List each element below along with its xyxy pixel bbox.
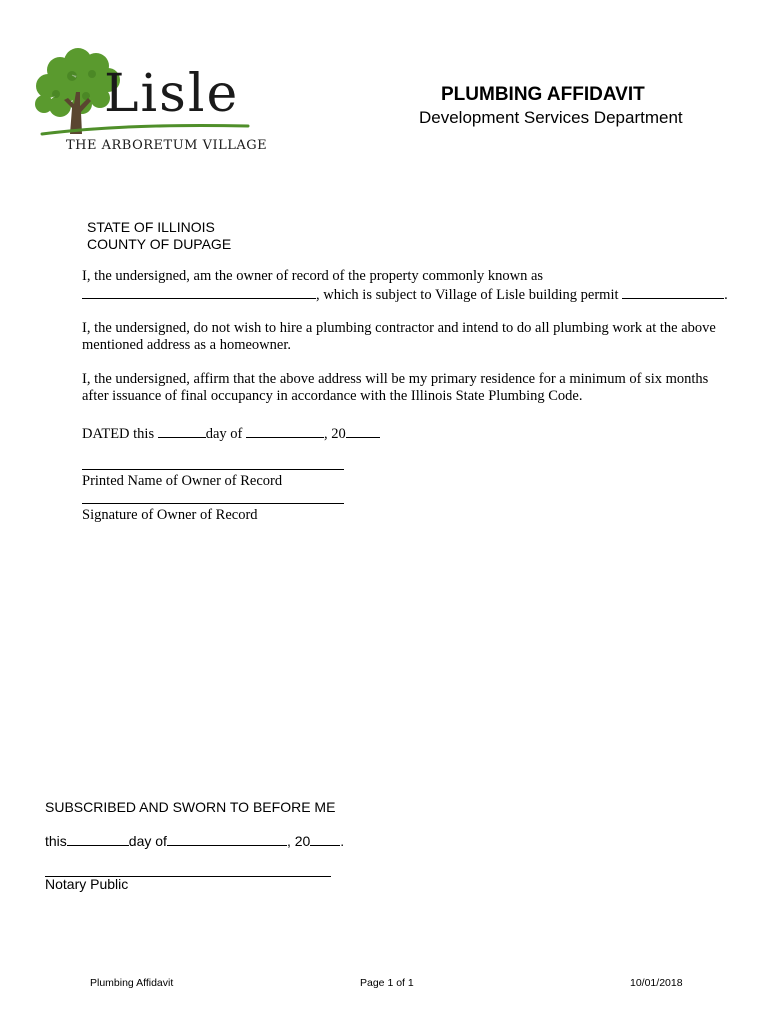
logo-name: Lisle (104, 64, 240, 124)
logo-tagline: THE ARBORETUM VILLAGE (66, 138, 268, 153)
notary-period: . (340, 833, 345, 849)
printed-name-line[interactable] (82, 469, 344, 470)
ownership-period: . (724, 287, 728, 303)
dated-line (82, 424, 380, 443)
paragraph-contractor (82, 320, 742, 354)
logo (30, 48, 268, 158)
page-title: PLUMBING AFFIDAVIT (441, 84, 645, 105)
footer-page-number: Page 1 of 1 (360, 977, 414, 989)
permit-text: , which is subject to Village of Lisle building permit (316, 287, 619, 303)
notary-date-line (45, 832, 344, 850)
signature-label: Signature of Owner of Record (82, 507, 258, 523)
footer-left: Plumbing Affidavit (90, 977, 174, 989)
notary-year-prefix: , 20 (286, 833, 311, 849)
notary-month-field[interactable] (167, 832, 287, 846)
paragraph-ownership (82, 268, 742, 304)
notary-this: this (45, 833, 67, 849)
dated-day-field[interactable] (158, 424, 206, 438)
ownership-line-2 (82, 285, 742, 304)
notary-label: Notary Public (45, 876, 129, 892)
property-address-field[interactable] (82, 285, 316, 299)
notary-heading: SUBSCRIBED AND SWORN TO BEFORE ME (45, 799, 336, 815)
signature-line[interactable] (82, 503, 344, 504)
notary-year-field[interactable] (310, 832, 340, 846)
swoosh-line (40, 118, 250, 138)
dated-year-prefix: , 20 (324, 426, 346, 442)
dated-year-field[interactable] (346, 424, 380, 438)
dated-prefix: DATED this (82, 426, 155, 442)
contractor-line-2: mentioned address as a homeowner. (82, 337, 291, 353)
notary-day-of: day of (128, 833, 167, 849)
footer-date: 10/01/2018 (630, 977, 683, 989)
notary-day-field[interactable] (67, 832, 129, 846)
state-label: STATE OF ILLINOIS (87, 219, 215, 235)
printed-name-label: Printed Name of Owner of Record (82, 473, 283, 489)
state-block (87, 219, 231, 253)
dated-day-of: day of (205, 426, 243, 442)
residence-line-2: after issuance of final occupancy in accordance with the Illinois State Plumbing Code. (82, 388, 583, 404)
residence-line-1: I, the undersigned, affirm that the above address will be my primary residence for a minimum of six months (82, 371, 709, 387)
ownership-line-1: I, the undersigned, am the owner of record of the property commonly known as (82, 268, 544, 284)
county-label: COUNTY OF DUPAGE (87, 236, 232, 252)
paragraph-residence (82, 371, 742, 405)
contractor-line-1: I, the undersigned, do not wish to hire a plumbing contractor and intend to do all plumbing work at the above (82, 320, 716, 336)
dated-month-field[interactable] (246, 424, 324, 438)
page-subtitle: Development Services Department (419, 108, 683, 127)
building-permit-field[interactable] (622, 285, 724, 299)
